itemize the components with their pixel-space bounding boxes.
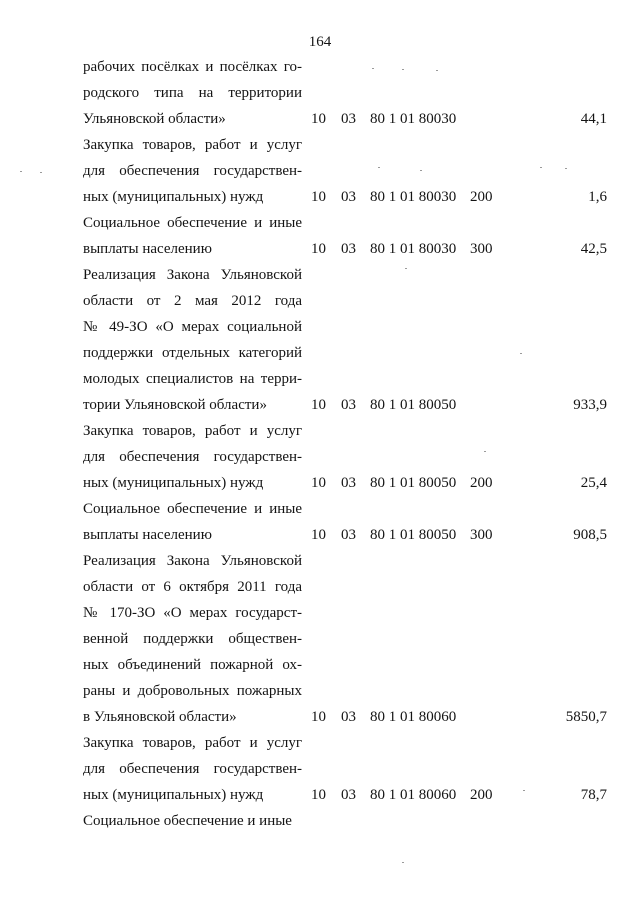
table-row <box>0 54 640 132</box>
description-line: для обеспечения государствен- <box>83 163 302 179</box>
target-article-code: 80 1 01 80050 <box>370 397 457 413</box>
amount-value: 42,5 <box>580 241 607 257</box>
amount-value: 1,6 <box>588 189 607 205</box>
row-codes <box>0 236 640 262</box>
table-row <box>0 808 640 834</box>
expense-type-code: 200 <box>470 475 493 491</box>
description-line: Социальное обеспечение и иные <box>83 813 292 829</box>
subsection-code: 03 <box>341 709 356 725</box>
target-article-code: 80 1 01 80030 <box>370 241 457 257</box>
description-line: молодых специалистов на терри- <box>83 371 302 387</box>
description-line: № 170-ЗО «О мерах государст- <box>83 605 302 621</box>
amount-value: 5850,7 <box>565 709 607 725</box>
description-line: № 49-ЗО «О мерах социальной <box>83 319 302 335</box>
description-line: выплаты населению <box>83 241 212 257</box>
description-line: ных (муниципальных) нужд <box>83 475 264 491</box>
section-code: 10 <box>311 709 326 725</box>
description-line: Закупка товаров, работ и услуг <box>83 137 302 153</box>
row-codes <box>0 470 640 496</box>
description-line: рабочих посёлках и посёлках го- <box>83 59 302 75</box>
expense-type-code: 200 <box>470 787 493 803</box>
amount-value: 78,7 <box>580 787 607 803</box>
page-number: 164 <box>308 34 332 50</box>
table-row <box>0 730 640 808</box>
description-line: поддержки отдельных категорий <box>83 345 302 361</box>
row-codes <box>0 704 640 730</box>
description-line: раны и добровольных пожарных <box>83 683 302 699</box>
row-codes <box>0 106 640 132</box>
section-code: 10 <box>311 527 326 543</box>
description-line: Социальное обеспечение и иные <box>83 501 302 517</box>
description-line: области от 6 октября 2011 года <box>83 579 302 595</box>
description-line: выплаты населению <box>83 527 212 543</box>
description-line: области от 2 мая 2012 года <box>83 293 302 309</box>
description-line: Закупка товаров, работ и услуг <box>83 735 302 751</box>
table-row <box>0 132 640 210</box>
target-article-code: 80 1 01 80050 <box>370 475 457 491</box>
table-row <box>0 548 640 730</box>
target-article-code: 80 1 01 80060 <box>370 787 457 803</box>
table-row <box>0 210 640 262</box>
section-code: 10 <box>311 475 326 491</box>
target-article-code: 80 1 01 80060 <box>370 709 457 725</box>
expense-type-code: 300 <box>470 527 493 543</box>
amount-value: 25,4 <box>580 475 607 491</box>
subsection-code: 03 <box>341 241 356 257</box>
row-codes <box>0 782 640 808</box>
description-line: для обеспечения государствен- <box>83 761 302 777</box>
subsection-code: 03 <box>341 111 356 127</box>
budget-table <box>0 54 640 834</box>
subsection-code: 03 <box>341 527 356 543</box>
description-line: родского типа на территории <box>83 85 302 101</box>
amount-value: 44,1 <box>580 111 607 127</box>
description-line: Реализация Закона Ульяновской <box>83 553 302 569</box>
row-codes <box>0 808 640 834</box>
subsection-code: 03 <box>341 475 356 491</box>
description-line: ных объединений пожарной ох- <box>83 657 302 673</box>
subsection-code: 03 <box>341 189 356 205</box>
description-line: в Ульяновской области» <box>83 709 237 725</box>
description-line: Социальное обеспечение и иные <box>83 215 302 231</box>
expense-type-code: 300 <box>470 241 493 257</box>
expense-type-code: 200 <box>470 189 493 205</box>
subsection-code: 03 <box>341 397 356 413</box>
description-line: ных (муниципальных) нужд <box>83 189 264 205</box>
amount-value: 933,9 <box>573 397 607 413</box>
subsection-code: 03 <box>341 787 356 803</box>
description-line: венной поддержки обществен- <box>83 631 302 647</box>
row-codes <box>0 522 640 548</box>
description-line: ных (муниципальных) нужд <box>83 787 264 803</box>
table-row <box>0 262 640 418</box>
row-description <box>83 548 302 730</box>
description-line: Реализация Закона Ульяновской <box>83 267 302 283</box>
row-codes <box>0 392 640 418</box>
target-article-code: 80 1 01 80030 <box>370 189 457 205</box>
description-line: для обеспечения государствен- <box>83 449 302 465</box>
target-article-code: 80 1 01 80030 <box>370 111 457 127</box>
row-codes <box>0 184 640 210</box>
amount-value: 908,5 <box>573 527 607 543</box>
description-line: Ульяновской области» <box>83 111 226 127</box>
section-code: 10 <box>311 397 326 413</box>
section-code: 10 <box>311 787 326 803</box>
description-line: тории Ульяновской области» <box>83 397 267 413</box>
section-code: 10 <box>311 241 326 257</box>
description-line: Закупка товаров, работ и услуг <box>83 423 302 439</box>
section-code: 10 <box>311 189 326 205</box>
table-row <box>0 418 640 496</box>
target-article-code: 80 1 01 80050 <box>370 527 457 543</box>
table-row <box>0 496 640 548</box>
section-code: 10 <box>311 111 326 127</box>
